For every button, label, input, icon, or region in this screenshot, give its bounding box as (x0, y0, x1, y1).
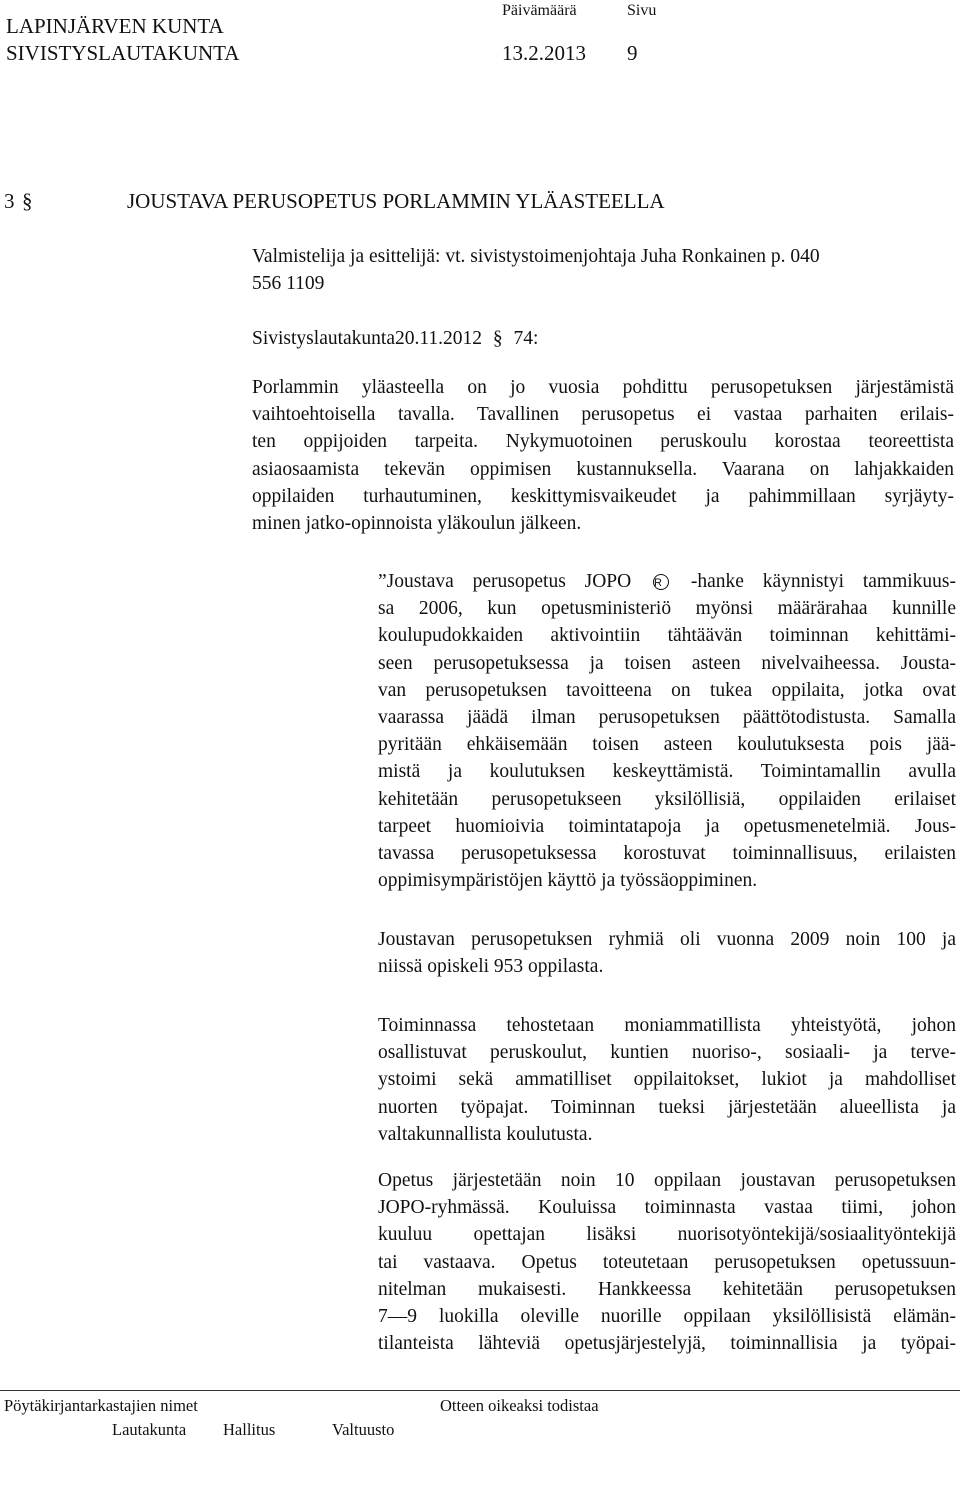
paragraph-groups (378, 926, 956, 980)
text-line: tai vastaava. Opetus toteutetaan perusopetuksen opetussuun- (378, 1251, 956, 1273)
text-line: oppilaiden turhautuminen, keskittymisvaikeudet ja pahimmillaan syrjäyty- (252, 485, 954, 507)
text-line: nitelman mukaisesti. Hankkeessa kehitetään perusopetuksen (378, 1278, 956, 1300)
date-label: Päivämäärä (502, 2, 577, 19)
text-line: minen jatko-opinnoista yläkoulun jälkeen. (252, 512, 582, 534)
footer-lautakunta: Lautakunta (112, 1420, 187, 1439)
text-line: pyritään ehkäisemään toisen asteen koulutuksesta pois jää- (378, 734, 956, 756)
organization-name: LAPINJÄRVEN KUNTA (6, 14, 224, 38)
reference-text: Sivistyslautakunta20.11.2012 (252, 328, 483, 349)
text-line: 7—9 luokilla oleville nuorille oppilaan yksilöllisistä elämän- (378, 1305, 956, 1327)
text-line: Opetus järjestetään noin 10 oppilaan joustavan perusopetuksen (378, 1170, 956, 1191)
registered-mark-icon: R (653, 574, 669, 590)
quote-first-line (378, 568, 956, 595)
text-line: kehitetään perusopetukseen yksilöllisiä, oppilaiden erilaiset (378, 788, 956, 810)
quote-text-start: ”Joustava perusopetus JOPO (378, 571, 632, 592)
text-line: seen perusopetuksessa ja toisen asteen nivelvaiheessa. Jousta- (378, 652, 956, 674)
text-line: Joustavan perusopetuksen ryhmiä oli vuonna 2009 noin 100 ja (378, 929, 956, 950)
text-line: mistä ja koulutuksen keskeyttämistä. Toimintamallin avulla (378, 761, 956, 783)
text-line: nuorten työpajat. Toiminnan tueksi järjestetään alueellista ja (378, 1096, 956, 1118)
text-line: asiaosaamista tekevän oppimisen kustannuksella. Vaarana on lahjakkaiden (252, 458, 954, 480)
page-number: 9 (627, 41, 638, 65)
preparer-line-2: 556 1109 (252, 273, 325, 294)
page-label: Sivu (627, 2, 657, 19)
footer-valtuusto: Valtuusto (332, 1420, 395, 1439)
text-line: tilanteista lähteviä opetusjärjestelyjä, toiminnallisia ja työpai- (378, 1333, 956, 1355)
reference-number: 74: (513, 328, 539, 349)
text-line: tarpeet huomioivia toimintatapoja ja opetusmenetelmiä. Jous- (378, 815, 956, 837)
footer-divider (0, 1390, 960, 1391)
text-line: kuuluu opettajan lisäksi nuorisotyöntekijä/sosiaalityöntekijä (378, 1224, 956, 1246)
text-line: Porlammin yläasteella on jo vuosia pohdittu perusopetuksen järjestämistä (252, 377, 954, 398)
text-line: niissä opiskeli 953 oppilasta. (378, 956, 604, 978)
reference-symbol: § (492, 328, 503, 349)
text-line: sa 2006, kun opetusministeriö myönsi määrärahaa kunnille (378, 598, 956, 620)
certify-label: Otteen oikeaksi todistaa (440, 1396, 599, 1415)
text-line: vaarassa jäädä ilman perusopetuksen päättötodistusta. Samalla (378, 706, 956, 728)
footer-hallitus: Hallitus (223, 1420, 276, 1439)
board-name: SIVISTYSLAUTAKUNTA (6, 41, 240, 65)
section-symbol: § (22, 189, 33, 213)
text-line: van perusopetuksen tavoitteena on tukea oppilaita, jotka ovat (378, 679, 956, 701)
text-line: vaihtoehtoisella tavalla. Tavallinen perusopetus ei vastaa parhaiten erilais- (252, 404, 954, 426)
text-line: ten oppijoiden tarpeita. Nykymuotoinen peruskoulu korostaa teoreettista (252, 431, 954, 453)
text-line: koulupudokkaiden aktivointiin tähtäävän toiminnan kehittämi- (378, 625, 956, 647)
preparer-line-1: Valmistelija ja esittelijä: vt. sivistystoimenjohtaja Juha Ronkainen p. 040 (252, 246, 820, 267)
paragraph-teaching (378, 1167, 956, 1357)
reference-line (252, 325, 538, 352)
text-line: oppimisympäristöjen käyttö ja työssäoppiminen. (378, 870, 758, 892)
quote-text-cont: -hanke käynnistyi tammikuus- (690, 571, 956, 592)
quote-paragraph (378, 568, 956, 894)
text-line: ystoimi sekä ammatilliset oppilaitokset, lukiot ja mahdolliset (378, 1069, 956, 1091)
text-line: Toiminnassa tehostetaan moniammatillista yhteistyötä, johon (378, 1015, 956, 1036)
document-date: 13.2.2013 (502, 41, 586, 65)
text-line: valtakunnallista koulutusta. (378, 1123, 593, 1145)
text-line: JOPO-ryhmässä. Kouluissa toiminnasta vastaa tiimi, johon (378, 1197, 956, 1219)
paragraph-cooperation (378, 1012, 956, 1148)
inspectors-label: Pöytäkirjantarkastajien nimet (4, 1396, 198, 1415)
paragraph-background (252, 374, 954, 537)
section-title: JOUSTAVA PERUSOPETUS PORLAMMIN YLÄASTEELLA (127, 189, 665, 213)
text-line: tavassa perusopetuksessa korostuvat toiminnallisuus, erilaisten (378, 842, 956, 864)
section-number: 3 (4, 189, 15, 213)
text-line: osallistuvat peruskoulut, kuntien nuoriso-, sosiaali- ja terve- (378, 1042, 956, 1064)
